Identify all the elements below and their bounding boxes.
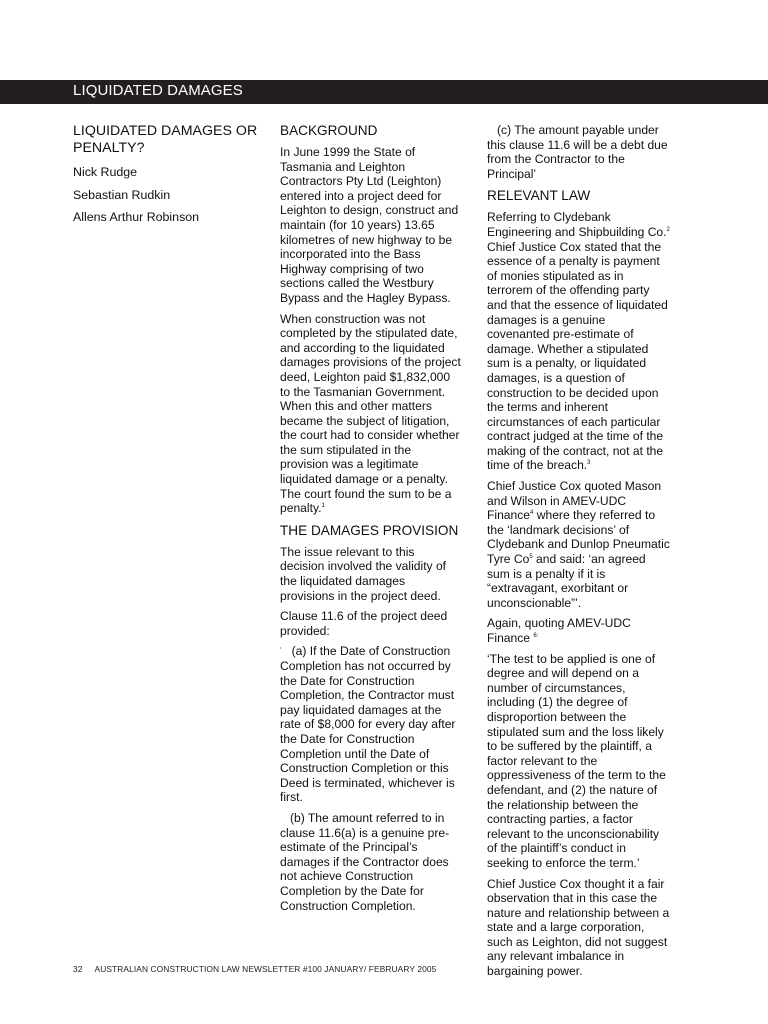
paragraph-text: Chief Justice Cox stated that the essence of a penalty is payment of monies stipulated as in terrorem of the offending party and that the essence of liquidated damages is a genuine covenanted pre-estimate of damage. Whether a stipulated sum is a penalty, or liquidated damages, is a question of construction to be decided upon the terms and inherent circumstances of each particular contract judged at the time of the making of the contract, not at the time of the breach. <box>487 239 668 473</box>
paragraph-text: Again, quoting AMEV-UDC Finance <box>487 616 631 645</box>
paragraph-text: where they referred to the ‘landmark decisions’ of Clydebank and Dunlop Pneumatic Tyre Co <box>487 508 670 567</box>
section-label: LIQUIDATED DAMAGES <box>73 82 243 99</box>
paragraph-text: and said: ‘an agreed sum is a penalty if it is “extravagant, exorbitant or unconscionable”’. <box>487 552 646 610</box>
publication-info: AUSTRALIAN CONSTRUCTION LAW NEWSLETTER #100 JANUARY/ FEBRUARY 2005 <box>94 964 437 974</box>
paragraph-text: Referring to Clydebank Engineering and Shipbuilding Co. <box>487 210 667 239</box>
section-header-bar <box>0 80 768 104</box>
clause-text: (a) If the Date of Construction Completion has not occurred by the Date for Construction Completion, the Contractor must pay liquidated damages at the rate of $8,000 for every day after the Date for Construction Completion until the Date of Construction Completion or this Deed is terminated, whichever is first. <box>280 644 456 805</box>
quote-clause-a <box>280 644 462 805</box>
column-1 <box>73 123 268 233</box>
paragraph <box>487 616 670 645</box>
paragraph: Chief Justice Cox thought it a fair observation that in this case the nature and relationship between a state and a large corporation, such as Leighton, did not suggest any relevant imbalance in bargaining power. <box>487 876 670 979</box>
author-name: Nick Rudge <box>73 165 138 179</box>
page-number: 32 <box>73 964 83 974</box>
quote-clause-b: (b) The amount referred to in clause 11.6(a) is a genuine pre-estimate of the Principal’s damages if the Contractor does not achieve Construction Completion by the Date for Construction Completion. <box>280 810 450 913</box>
heading-damages-provision: THE DAMAGES PROVISION <box>280 522 459 538</box>
paragraph: The issue relevant to this decision involved the validity of the liquidated damages provisions in the project deed. <box>280 544 447 603</box>
footnote-ref: 5 <box>529 554 533 560</box>
footnote-ref: 6: <box>533 632 539 639</box>
column-2 <box>280 123 462 919</box>
paragraph <box>487 479 670 610</box>
paragraph-text: Chief Justice Cox quoted Mason and Wilson in AMEV-UDC Finance <box>487 479 662 523</box>
paragraph: In June 1999 the State of Tasmania and Leighton Contractors Pty Ltd (Leighton) entered into a project deed for Leighton to design, construct and maintain (for 10 years) 13.65 kilometres of new highway to be incorporated into the Bass Highway comprising of two sections called the Westbury Bypass and the Hagley Bypass. <box>280 145 459 305</box>
heading-background: BACKGROUND <box>280 123 378 138</box>
article-title: LIQUIDATED DAMAGES OR PENALTY? <box>73 123 258 156</box>
author-name: Sebastian Rudkin <box>73 187 171 202</box>
footnote-ref: 2 <box>666 226 670 233</box>
footnote-ref: 1 <box>321 503 325 510</box>
page-footer <box>73 964 436 974</box>
paragraph <box>487 210 670 473</box>
paragraph-text: When construction was not completed by the stipulated date, and according to the liquidated damages provisions of the project deed, Leighton paid $1,832,000 to the Tasmanian Government. When this and other matters became the subject of litigation, the court had to consider whether the sum stipulated in the provision was a legitimate liquidated damage or a penalty. The court found the sum to be a penalty. <box>280 311 461 516</box>
column-3 <box>487 123 670 985</box>
footnote-ref: 3 <box>587 460 591 467</box>
paragraph <box>280 312 462 516</box>
paragraph: Clause 11.6 of the project deed provided: <box>280 609 448 638</box>
footnote-ref: 4 <box>530 510 534 517</box>
author-affiliation: Allens Arthur Robinson <box>73 210 200 224</box>
quote-mark: ‘ <box>280 647 282 655</box>
heading-relevant-law: RELEVANT LAW <box>487 188 591 204</box>
block-quote: ‘The test to be applied is one of degree and will depend on a number of circumstances, including (1) the degree of disproportion between the stipulated sum and the loss likely to be suffered by the plaintiff, a factor relevant to the oppressiveness of the term to the defendant, and (2) the nature of the relationship between the contracting parties, a factor relevant to the unconscionability of the plaintiff’s conduct in seeking to enforce the term.’ <box>487 651 666 870</box>
quote-clause-c: (c) The amount payable under this clause 11.6 will be a debt due from the Contractor to the Principal’ <box>487 123 668 181</box>
